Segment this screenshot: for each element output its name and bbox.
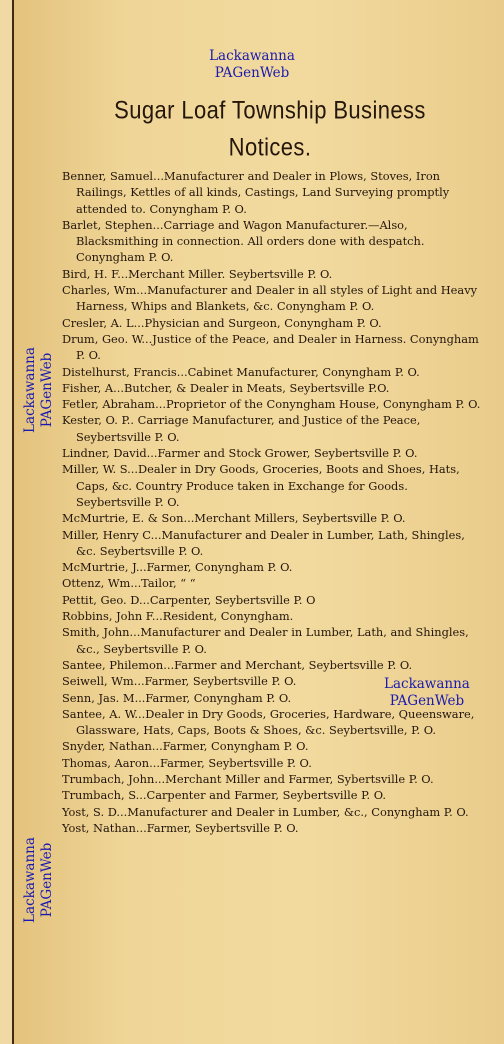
list-item [62,266,482,282]
list-item [62,804,482,820]
list-item [62,461,482,510]
entry-text: Fisher, A...Butcher, & Dealer in Meats, Seybertsville P.O. [62,380,390,395]
list-item [62,624,482,657]
watermark-line: PAGenWeb [214,65,290,81]
entry-text: Santee, A. W...Dealer in Dry Goods, Groceries, Hardware, Queensware, Glassware, Hats, Caps, Boots & Shoes, &c. Seybertsville, P. O. [62,706,475,738]
list-item [62,527,482,560]
entry-text: Lindner, David...Farmer and Stock Grower, Seybertsville P. O. [62,446,418,461]
watermark-line: Lackawanna [209,48,295,64]
entry-text: Barlet, Stephen...Carriage and Wagon Manufacturer.—Also, Blacksmithing in connection. All orders done with despatch. Conyngham P. O. [62,217,425,265]
watermark-left-upper [22,340,56,440]
list-item [62,755,482,771]
entry-text: Seiwell, Wm...Farmer, Seybertsville P. O. [62,674,297,689]
title-line-1: Sugar Loaf Township Business [114,95,426,125]
watermark-line: PAGenWeb [39,352,55,428]
list-item [62,608,482,624]
page-left-margin [0,0,12,1044]
business-notices-list [62,168,482,836]
list-item [62,510,482,526]
entry-text: Kester, O. P.. Carriage Manufacturer, and Justice of the Peace, Seybertsville P. O. [62,413,421,444]
watermark-line: PAGenWeb [389,693,465,709]
list-item [62,412,482,445]
list-item [62,771,482,787]
list-item [62,380,482,396]
entry-text: Miller, Henry C...Manufacturer and Dealer in Lumber, Lath, Shingles, &c. Seybertsville P. O. [62,527,465,558]
list-item [62,396,482,412]
entry-text: Charles, Wm...Manufacturer and Dealer in all styles of Light and Heavy Harness, Whips and Blankets, &c. Conyngham P. O. [62,283,478,314]
list-item [62,331,482,364]
list-item [62,592,482,608]
list-item [62,559,482,575]
list-item [62,217,482,266]
list-item [62,364,482,380]
list-item [62,706,482,739]
watermark-line: Lackawanna [384,676,470,692]
entry-text: Yost, Nathan...Farmer, Seybertsville P. O. [62,820,299,835]
column-rule [12,0,14,1044]
entry-text: Yost, S. D...Manufacturer and Dealer in Lumber, &c., Conyngham P. O. [62,804,469,819]
entry-text: Bird, H. F...Merchant Miller. Seybertsville P. O. [62,266,333,281]
list-item [62,657,482,673]
list-item [62,575,482,591]
entry-text: Trumbach, John...Merchant Miller and Farmer, Sybertsville P. O. [62,771,434,786]
entry-text: Drum, Geo. W...Justice of the Peace, and Dealer in Harness. Conyngham P. O. [62,331,479,363]
list-item [62,787,482,803]
watermark-top [0,48,504,82]
entry-text: Ottenz, Wm...Tailor, “ “ [62,576,196,591]
entry-text: Smith, John...Manufacturer and Dealer in Lumber, Lath, and Shingles, &c., Seybertsville P. O. [62,625,469,656]
entry-text: McMurtrie, E. & Son...Merchant Millers, Seybertsville P. O. [62,511,406,526]
entry-text: Santee, Philemon...Farmer and Merchant, Seybertsville P. O. [62,657,413,672]
list-item [62,315,482,331]
entry-text: Senn, Jas. M...Farmer, Conyngham P. O. [62,690,292,705]
entry-text: McMurtrie, J...Farmer, Conyngham P. O. [62,560,293,575]
entry-text: Trumbach, S...Carpenter and Farmer, Seybertsville P. O. [62,788,387,803]
list-item [62,282,482,315]
watermark-line: Lackawanna [22,837,38,923]
entry-text: Distelhurst, Francis...Cabinet Manufacturer, Conyngham P. O. [62,364,420,379]
list-item [62,445,482,461]
entry-text: Thomas, Aaron...Farmer, Seybertsville P. O. [62,755,312,770]
page-title [60,92,480,166]
entry-text: Pettit, Geo. D...Carpenter, Seybertsville P. O [62,592,316,607]
entry-text: Fetler, Abraham...Proprietor of the Conyngham House, Conyngham P. O. [62,397,481,412]
entry-text: Robbins, John F...Resident, Conyngham. [62,609,294,624]
entry-text: Miller, W. S...Dealer in Dry Goods, Groceries, Boots and Shoes, Hats, Caps, &c. Country Produce taken in Exchange for Goods. Seybertsville P. O. [62,462,460,509]
watermark-mid [384,676,470,710]
list-item [62,738,482,754]
entry-text: Cresler, A. L...Physician and Surgeon, Conyngham P. O. [62,315,382,330]
title-line-2: Notices. [228,132,312,161]
watermark-line: PAGenWeb [39,842,55,918]
entry-text: Snyder, Nathan...Farmer, Conyngham P. O. [62,739,309,754]
watermark-line: Lackawanna [22,347,38,433]
list-item [62,820,482,836]
entry-text: Benner, Samuel...Manufacturer and Dealer in Plows, Stoves, Iron Railings, Kettles of all kinds, Castings, Land Surveying promptly attended to. Conyngham P. O. [62,169,450,216]
watermark-left-lower [22,830,56,930]
list-item [62,168,482,217]
